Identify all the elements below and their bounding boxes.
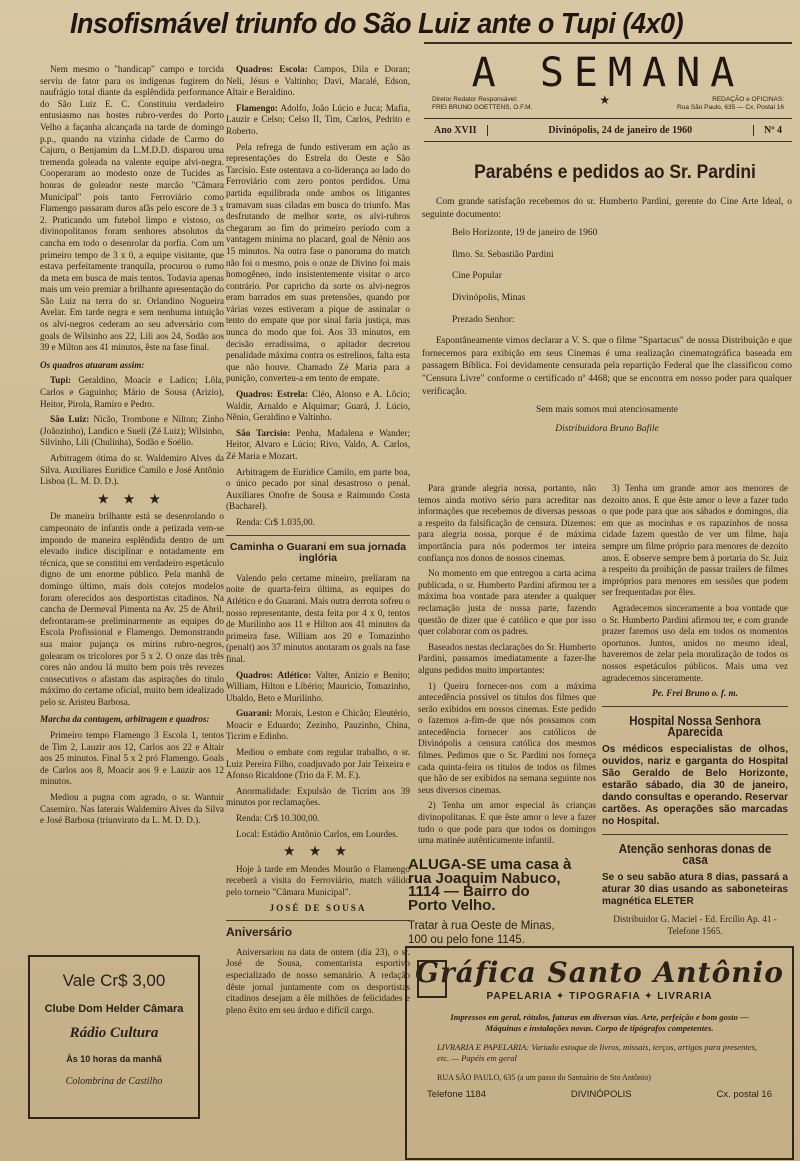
rental-ad-contact: Tratar à rua Oeste de Minas, 100 ou pelo fone 1145. xyxy=(408,920,555,946)
income-text: Renda: Cr$ 1.035,00. xyxy=(236,516,315,527)
team-lineup: Campos, Dila e Doran; Neli, Jésus e Valtinho; Davi, Macalé, Edson, Altair e Beraldino. xyxy=(226,64,410,98)
print-shop-logo-icon xyxy=(417,960,447,998)
director-name: FREI BRUNO GOETTENS, O.F.M. xyxy=(432,104,533,111)
attention-notice: Se o seu sabão atura 8 dias, passará a aturar 30 dias usando as saboneteiras magnética ELETER xyxy=(602,872,788,908)
grafica-subtitle: PAPELARIA ✦ TIPOGRAFIA ✦ LIVRARIA xyxy=(486,991,713,1002)
grafica-body-2: LIVRARIA E PAPELARIA: Variado estoque de livros, missais, terços, artigos para presentes, etc. — Papéis em geral xyxy=(437,1042,758,1063)
article-paragraph: Mediou a pugna com agrado, o sr. Wantuir Casemiro. Nas laterais Waldemiro Alves da Silva e José Barbosa (triunvirato da L. M. D. D.). xyxy=(40,792,224,826)
team-lineup: Penha, Madalena e Wander; Heitor, Alvaro e Lúcio; Rivo, Valdo, A. Carlos, Zé Maria e Mozart. xyxy=(226,427,410,461)
grafica-title: Gráfica Santo Antônio xyxy=(415,956,784,989)
column-4 xyxy=(602,483,788,938)
voucher-name: Colombrina de Castilho xyxy=(65,1076,163,1087)
article-title: Aniversário xyxy=(226,925,293,940)
team-label: Guarani: xyxy=(236,708,273,719)
income-text: Renda: Cr$ 10.300,00. xyxy=(236,813,320,824)
article-paragraph: Mediou o embate com regular trabalho, o sr. Luiz Pereira Filho, coadjuvado por Jair Teixeira e Afonso Ricaldone (Trio da F. M. F.). xyxy=(226,747,410,781)
team-label: Quadros: Atlético: xyxy=(236,669,312,680)
article-paragraph: Valendo pelo certame mineiro, prelíaram na noite de quarta-feira última, as equipes do Atlético e do Guarani. Mais outra derrota sofreu o nosso representante, desta feita por 4 x 0, tentos de Murilinho aos 11 e Hilton aos 41 minutos da primeira fase. William aos 20 e Tomazinho (penalt) aos 37 minutos anotaram os goals na fase final. xyxy=(226,572,410,664)
letter-line: Cine Popular xyxy=(452,271,502,282)
voucher-time: Às 10 horas da manhã xyxy=(66,1054,162,1064)
team-lineup: Morais, Leston e Chicão; Eleutério, Moacir e Eduardo; Zezinho, Pauzinho, China, Ticrim e Edinho. xyxy=(226,708,410,742)
team-label: São Tarcisio: xyxy=(236,427,291,438)
section-subtitle: Marcha da contagem, arbitragem e quadros: xyxy=(40,714,210,725)
voucher-club: Clube Dom Helder Câmara xyxy=(44,1003,184,1015)
letter-closing: Sem mais somos mui atenciosamente xyxy=(536,405,678,416)
team-label: Quadros: Escola: xyxy=(236,64,308,74)
article-paragraph: 3) Tenha um grande amor aos menores de dezoito anos. E que êste amor o leve a fazer tudo o que pode para que aos sábados e domingos, dia em que as mocinhas e os rapazinhos de nossa cidade fazem questão de ver um filme, haja sempre um filme próprio para menores de dezoito anos. E observe sempre bem à portaria do Sr. Juiz a respeito da proibição de passar trailers de filmes impróprios para menores em sessões que podem ser frequentadas por êles. xyxy=(602,483,788,598)
headline: Insofismável triunfo do São Luiz ante o Tupi (4x0) xyxy=(70,8,684,40)
grafica-address: RUA SÃO PAULO, 635 (a um passo do Santuário de Sto Antônio) xyxy=(437,1073,651,1082)
star-icon: ★ xyxy=(599,93,611,107)
article-paragraph: 2) Tenha um amor especial às crianças divinopolitanas. E que êste amor o leve a fazer tudo o que pode para que todos os domingos uma matinée autênticamente infantil. xyxy=(418,800,596,846)
location-text: Local: Estádio Antônio Carlos, em Lourdes. xyxy=(236,828,399,839)
hospital-title: Hospital Nossa Senhora Aparecida xyxy=(629,712,761,740)
section-subtitle: Os quadros atuaram assim: xyxy=(40,359,145,370)
column-1 xyxy=(40,64,224,944)
team-lineup: Cléo, Alonso e A. Lôcio; Waldir, Arnaldo e Alquimar; Guará, J. Lúcio, Nênio, Geraldino e Valtinho. xyxy=(226,389,410,423)
divider xyxy=(602,706,788,707)
letter-line: Divinópolis, Minas xyxy=(452,292,526,303)
team-lineup: Valter, Anizio e Benito; William, Hilton e Libério; Mauricio, Tomazinho, Ubaldo, Beto e Murilinho. xyxy=(226,669,410,703)
article-paragraph: Hoje à tarde em Mendes Mourão o Flamengo receberá a visita do Ferroviário, match válido pelo torneio "Câmara Municipal". xyxy=(226,863,410,897)
article-paragraph: Nem mesmo o "handicap" campo e torcida serviu de fator para os indígenas fugirem do naufrágio total diante da esplêndida performance do São Luiz E. C. Constituiu verdadeiro entusiasmo nas hostes rubro-verdes do Porto Velho a façanha alcançada na tarde de domingo p.p., quando na vizinha cidade de Carmo do Cajuru, o Benjamim da L.M.D.D. disparou uma tremenda goleada na valente equipe alvi-negra. Cooperaram ao modesto onze de Tucides as honras de goleador neste marcão "Câmara Municipal" pois tanto Ferroviário como Flamengo passaram duros afãs pelo escore de 3 x 2. Praticando um futebol limpo e vistoso, os divinopolitanos foram senhores absolutos da cancha em todo o desenrolar da porfia. Com um primeiro tempo de 3 x 0, a equipe visitante, que estava perfeitamente tranquila, procurou o rumo da meta em busca de mais tentos. Todavia apenas mais um veio premiar a brilhante apresentação do São Luiz na terra do sr. Orlandino Nogueira Avelar. Em tarde negra e sem nenhuma intuição os alvi-negros cederam ao seu adversário com goals de Wilsinho aos 22, Lili aos 24, Sodão aos 39 e Milton aos 41 minutos, êste na fase final. xyxy=(40,64,224,353)
article-paragraph: Para grande alegria nossa, portanto, não temos ainda motivo sério para acreditar nas informações que recebemos de diversas pessoas a respeito da falsificação de censura. Dizemos: para alegria nossa, porque é de máxima importância para nós podermos ter inteira confiança nos donos de nossos cinemas. xyxy=(418,483,596,563)
section-stars: ★ ★ ★ xyxy=(283,844,353,859)
redacao-label: REDAÇÃO e OFICINAS: xyxy=(712,96,784,103)
hospital-notice: Os médicos especialistas de olhos, ouvidos, nariz e garganta do Hospital São Geraldo de Belo Horizonte, estarão sábado, dia 30 de janeiro, dando consultas e operando. Reservar cartões. As operações são marcadas no Hospital. xyxy=(602,743,788,827)
referee-text: Arbitragem de Eurídice Camilo, em parte boa, o único pecado por sinal desastroso o penal. Auxiliares Onofre de Sousa e Raimundo Costa (Bacharel). xyxy=(226,466,410,512)
team-label: Quadros: Estrela: xyxy=(236,389,309,400)
grafica-phone: Telefone 1184 xyxy=(427,1089,486,1100)
team-lineup: Adolfo, João Lúcio e Juca; Mafia, Lauzir e Celso; Celso II, Tim, Carlos, Pedrito e Roberto. xyxy=(226,102,410,136)
grafica-pobox: Cx. postal 16 xyxy=(716,1089,772,1100)
voucher-price: Vale Cr$ 3,00 xyxy=(62,971,166,990)
article-title: Caminha o Guarani em sua jornada inglória xyxy=(229,540,407,565)
team-label: Flamengo: xyxy=(236,102,278,113)
referee-text: Arbitragem ótima do sr. Waldemiro Alves da Silva. Auxiliares Eurídice Camilo e José Antônio Lisboa (L. M. D. D.). xyxy=(40,453,224,487)
article-paragraph: Baseados nestas declarações do Sr. Humberto Pardini, passamos imediatamente a fazer-lhe alguns pedidos muito importantes: xyxy=(418,641,596,675)
rental-ad-text: ALUGA-SE uma casa à rua Joaquim Nabuco, 1114 — Bairro do Porto Velho. xyxy=(408,856,572,914)
grafica-footer xyxy=(427,1089,772,1100)
article-paragraph: 1) Queira fornecer-nos com a máxima antecedência possível os títulos dos filmes que serão exibidos em nossos cinemas. Este pedido o fazemos a-fim-de que nós possamos com antecedência fornecer aos católicos de Divinópolis a censura católica dos mesmos filmes. Pedimos que o Sr. Pardini nos forneça cada quinta-feira os títulos de todos os filmes que hão de ser exibidos na semana seguinte nos seus diversos cinemas. xyxy=(418,680,596,795)
article-paragraph: No momento em que entregou a carta acima publicada, o sr. Humberto Pardini afirmou ter a máxima boa vontade para atender a qualquer reclamação justa de nossa parte, fazendo questão de dizer que é católico e que por isso quer colaborar com os padres. xyxy=(418,568,596,637)
attention-title: Atenção senhoras donas de casa xyxy=(618,840,772,868)
column-2 xyxy=(226,64,410,1154)
edition-year: Ano XVII xyxy=(424,125,488,136)
team-label: São Luiz: xyxy=(50,414,90,425)
article-paragraph: Primeiro tempo Flamengo 3 Escola 1, tentos de Tim 2, Lauzir aos 12, Carlos aos 22 e Altair aos 25 minutos. Final 5 x 2 pró Flamengo. Goals de Carlos aos 8, Moacir aos 9 e Lauzir aos 12 minutos. xyxy=(40,730,224,787)
grafica-ad xyxy=(405,946,794,1160)
letter-body: Espontâneamente vimos declarar a V. S. que o filme "Spartacus" de nossa Distribuição e que fornecemos para exibição em seus Cinemas é uma realização cinematográfica baseada em passagem Bíblica. Foi devidamente censurada pela repartição Federal que lhe classificou como "Censura Livre" conforme o certificado nº 4468; que se encontra em nosso poder para qualquer verificação. xyxy=(422,336,792,397)
edition-date: Divinópolis, 24 de janeiro de 1960 xyxy=(488,125,754,136)
edition-number: Nº 4 xyxy=(763,124,782,136)
article-paragraph: Pela refrega de fundo estiveram em ação as representações do Estrela do Oeste e São Tarcisio. Este ostentava a co-liderança ao lado do Ferroviário com zero pontos perdidos. Uma partida equilibrada onde ambos os litigantes tramavam suas ciladas em busca do triunfo. Mas desfrutando de melhor sorte, os alvi-rubros chegaram ao fim do primeiro período com a vantagem mínima no placard, goal de Nênio aos 15 minutos. Na outra fase o panorama do match não foi o mesmo, pois o onze de Divino foi mais homogêneo, indo insistentemente visitar o arco contrário. Por capricho da sorte os alvi-negros eram barrados em suas pretensões, quando por várias vezes estiveram a pique de assinalar o tento do empate que por sinal faria justiça, mas nunca do modo que foi. Aos 33 minutos, em decisão erradíssima, o apitador decretou penalidade máxima contra os estrelinos, falta esta que não houve. Chamado Zé Maria para a punição, converteu-a em tento de empate. xyxy=(226,141,410,384)
rental-ad xyxy=(408,858,573,947)
article-title: Parabéns e pedidos ao Sr. Pardini xyxy=(474,162,756,183)
voucher-box xyxy=(28,955,200,1119)
letter-line: Ilmo. Sr. Sebastião Pardini xyxy=(452,249,554,260)
author-name: JOSÉ DE SOUSA xyxy=(269,902,367,913)
voucher-radio: Rádio Cultura xyxy=(69,1025,159,1041)
divider xyxy=(226,920,410,921)
masthead xyxy=(424,42,792,156)
redacao-address: Rua São Paulo, 635 — Cx. Postal 16 xyxy=(677,104,784,111)
article-paragraph: Anormalidade: Expulsão de Ticrim aos 39 minutos por reclamações. xyxy=(226,785,410,808)
article-paragraph: De maneira brilhante está se desenrolando o campeonato de infantis onde a petizada vem-se impondo de maneira esplêndida dentro de um elevado índice disciplinar e notadamente em técnica, que se constitui em verdadeiro espetáculo digno de um enorme público. Pela manhã de domingo último, mais dois cotejos modelos foram oferecidos aos desportistas citadinos. Na cancha de Dermeval Pimenta na Av. 25 de Abril, defrontaram-se preliminarmente as equipes do Escola Profissional e Flamengo. Demonstrando sua maior pujança os mirins rubro-negros, golearam os tricolores por 5 x 2. O onze das três cores não andou lá muito bem pois três revezes consecutivos o afastam das aspirações do título máximo do certame oficial, muito bem idealizado pelo sr. Aristeu Barbosa. xyxy=(40,511,224,707)
masthead-info xyxy=(424,93,792,112)
pardini-article xyxy=(422,196,792,441)
director-label: Diretor Redator Responsável: xyxy=(432,96,518,103)
letter-signature: Distribuidora Bruno Bafile xyxy=(555,423,659,434)
grafica-body: Impressos em geral, rótulos, faturas em diversas vias. Arte, perfeição e bom gosto — Máquinas e instalações novas. Corpo de tipógrafos competentes. xyxy=(450,1012,749,1033)
divider xyxy=(602,834,788,835)
article-paragraph: Agradecemos sinceramente a boa vontade que o Sr. Humberto Pardini afirmou ter, e com grande prazer faremos uso dela em todos os momentos oportunos. Juntos, unidos no mesmo ideal, haveremos de zelar pela moralização de todos os nossos espetáculos públicos. Mais uma vez agradecemos sinceramente. xyxy=(602,602,788,683)
section-stars: ★ ★ ★ xyxy=(97,491,167,506)
distributor-text: Distribuidor G. Maciel - Ed. Ercílio Ap. 41 - Telefone 1565. xyxy=(613,914,777,936)
signature: Pe. Frei Bruno o. f. m. xyxy=(651,688,738,699)
team-lineup: Geraldino, Moacir e Ladico; Lôla, Carlos e Gaguinho; Mário de Sousa (Arizio), Heitor, Pirola, Ramiro e Pedro. xyxy=(40,375,224,409)
team-label: Tupi: xyxy=(50,375,72,386)
team-lineup: Nicão, Trombone e Nilton; Zinho (Joãozinho), Landico e Sueli (Zé Luiz); Wilsinho, Silvinho, Lili (Chulinha), Sodão e Soélio. xyxy=(40,414,224,448)
column-3 xyxy=(418,483,596,853)
letter-line: Belo Horizonte, 19 de janeiro de 1960 xyxy=(452,228,598,239)
divider xyxy=(226,535,410,536)
letter-line: Prezado Senhor: xyxy=(452,314,515,325)
masthead-bar xyxy=(424,118,792,142)
grafica-city: DIVINÓPOLIS xyxy=(570,1089,632,1100)
newspaper-title: A SEMANA xyxy=(471,50,745,96)
article-paragraph: Aniversariou na data de ontem (dia 23), o sr. José de Sousa, comentarista esportivo especializado de nosso semanário. A redação dêste jornal juntamente com os desportistas citadinos desejam a êle milhões de felicidades e pleno êxito em seu árduo e difícil cargo. xyxy=(226,946,410,1015)
article-intro: Com grande satisfação recebemos do sr. Humberto Pardini, gerente do Cine Arte Ideal, o seguinte documento: xyxy=(422,197,792,220)
